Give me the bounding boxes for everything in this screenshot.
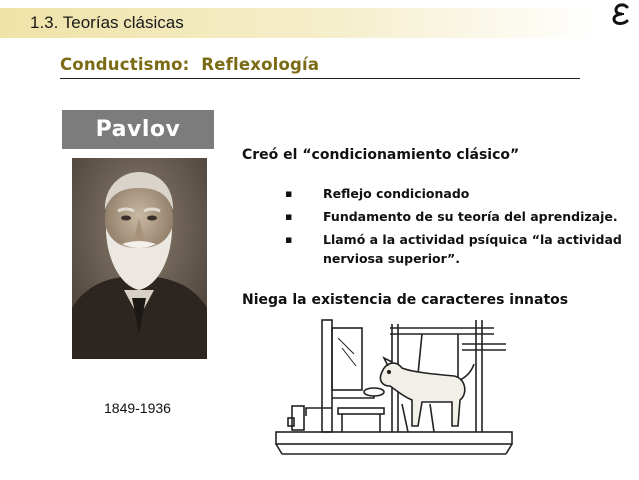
bullet-text: Fundamento de su teoría del aprendizaje. bbox=[323, 209, 618, 224]
bullet-marker: ▪ bbox=[285, 210, 293, 223]
bullet-marker: ▪ bbox=[285, 187, 293, 200]
name-box: Pavlov bbox=[62, 110, 214, 149]
bullet-list bbox=[285, 184, 635, 272]
stylized-e-logo-icon bbox=[610, 2, 634, 26]
pavlov-portrait-photo bbox=[72, 158, 207, 359]
main-claim: Creó el “condicionamiento clásico” bbox=[242, 147, 520, 163]
pavlov-dog-apparatus-illustration bbox=[262, 314, 518, 472]
slide-subtitle: Conductismo: Reflexología bbox=[60, 55, 320, 74]
list-item bbox=[285, 230, 635, 268]
second-claim: Niega la existencia de caracteres innatos bbox=[242, 292, 569, 308]
list-item bbox=[285, 207, 635, 226]
list-item bbox=[285, 184, 635, 203]
life-years: 1849-1936 bbox=[104, 400, 171, 416]
bullet-marker: ▪ bbox=[285, 233, 293, 246]
bullet-text: Reflejo condicionado bbox=[323, 186, 470, 201]
bullet-text: Llamó a la actividad psíquica “la actividad nerviosa superior”. bbox=[323, 232, 622, 266]
section-label: 1.3. Teorías clásicas bbox=[30, 13, 184, 32]
title-divider bbox=[60, 78, 580, 79]
